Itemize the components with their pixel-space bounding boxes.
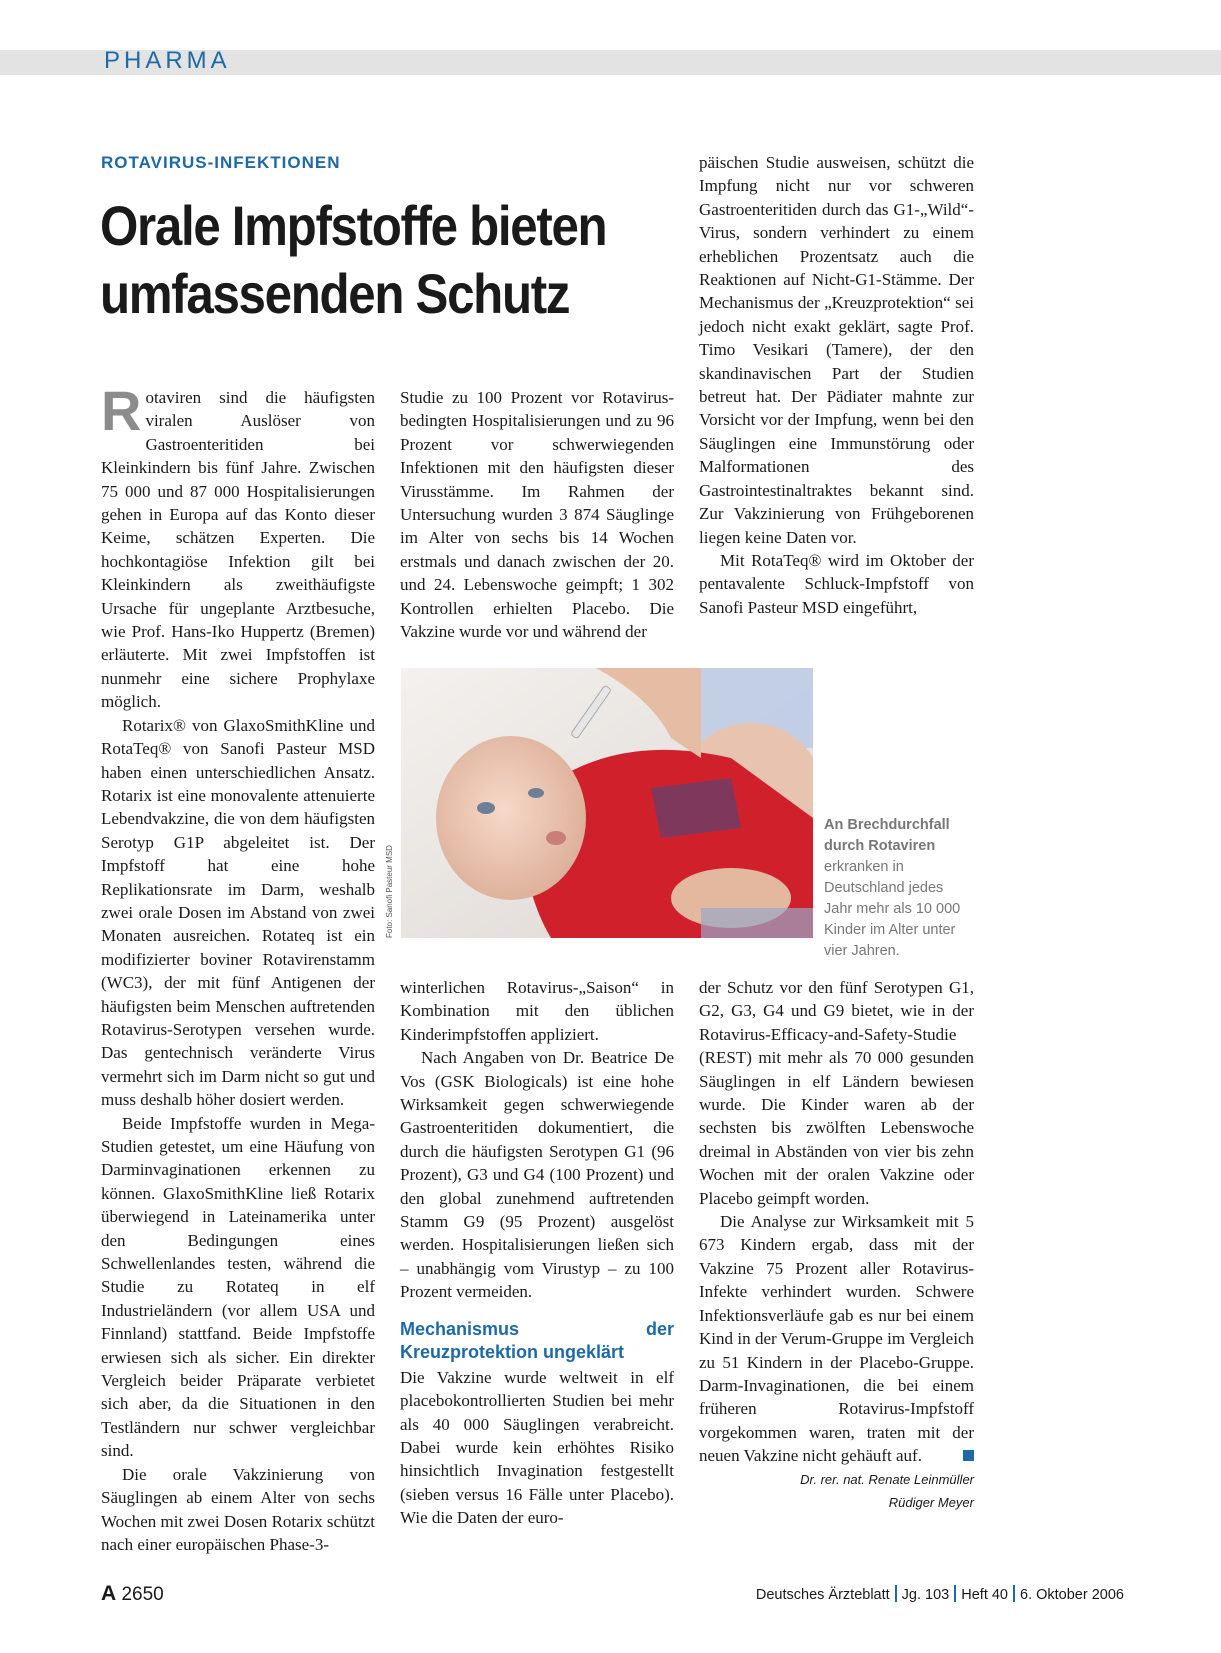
drop-cap: R <box>101 379 142 442</box>
column-2-top <box>400 386 674 643</box>
subheading: Mechanismus der Kreuzprotektion ungeklärt <box>400 1318 674 1362</box>
issue-date: 6. Oktober 2006 <box>1020 1587 1124 1603</box>
section-label: PHARMA <box>104 47 231 74</box>
journal-name: Deutsches Ärzteblatt <box>755 1587 890 1603</box>
column-3-top <box>699 151 974 619</box>
paragraph: päischen Studie ausweisen, schützt die Impfung nicht nur vor schweren Gastroenteritiden durch das G1-„Wild“-Virus, sondern verhindert zu einem erheblichen Prozentsatz auch die Reaktionen auf Nicht-G1-Stämme. Der Mechanismus der „Kreuzprotektion“ sei jedoch nicht exakt geklärt, sagte Prof. Timo Vesikari (Tamere), der den skandinavischen Part der Studien betreut hat. Der Pädiater mahnte zur Vorsicht vor der Impfung, wenn bei den Säuglingen eine Immunstörung oder Malformationen des Gastrointestinaltraktes bekannt sind. Zur Vakzinierung von Frühgeborenen liegen keine Daten vor. <box>699 153 974 547</box>
issue: Heft 40 <box>961 1587 1008 1603</box>
volume: Jg. 103 <box>901 1587 950 1603</box>
paragraph: der Schutz vor den fünf Serotypen G1, G2, G3, G4 und G9 bietet, wie in der Rotavirus-Efficacy-and-Safety-Studie (REST) mit mehr als 70 000 gesunden Säuglingen in elf Ländern bewiesen wurde. Die Kinder waren ab der sechsten bis zwölften Lebenswoche dreimal in Abständen von vier bis zehn Wochen mit der oralen Vakzine oder Placebo geimpft worden. <box>699 978 974 1208</box>
paragraph: Die Vakzine wurde weltweit in elf placebokontrollierten Studien bei mehr als 40 000 Säuglingen verabreicht. Dabei wurde kein erhöhtes Risiko hinsichtlich Invagination festgestellt (sieben versus 16 Fälle unter Placebo). Wie die Daten der euro- <box>400 1367 674 1528</box>
separator <box>895 1585 897 1602</box>
separator <box>1013 1585 1015 1602</box>
baby-vaccination-photo <box>401 668 813 938</box>
author-line-2: Rüdiger Meyer <box>888 1494 974 1510</box>
author-line-1: Dr. rer. nat. Renate Leinmüller <box>800 1471 974 1487</box>
paragraph: Die Analyse zur Wirksamkeit mit 5 673 Kindern ergab, dass mit der Vakzine 75 Prozent aller Rotavirus-Infekte verhindert wurden. Schwere Infektionsverläufe gab es nur bei einem Kind in der Verum-Gruppe im Vergleich zu 51 Kindern in der Placebo-Gruppe. Darm-Invaginationen, die bei einem früheren Rotavirus-Impfstoff vorgekommen waren, traten mit der neuen Vakzine nicht gehäuft auf. <box>699 1212 974 1466</box>
separator <box>954 1585 956 1602</box>
paragraph: Beide Impfstoffe wurden in Mega-Studien getestet, um eine Häufung von Darminvaginationen erkennen zu können. GlaxoSmithKline ließ Rotarix überwiegend in Lateinamerika unter den Bedingungen eines Schwellenlandes testen, während die Studie zu Rotateq in elf Industrieländern (vor allem USA und Finnland) stattfand. Beide Impfstoffe erwiesen sich als sicher. Ein direkter Vergleich beider Präparate verbietet sich aber, da die Situationen in den Testländern nur schwer vergleichbar sind. <box>101 1113 375 1461</box>
journal-footer <box>756 1585 1124 1603</box>
article-kicker: ROTAVIRUS-INFEKTIONEN <box>101 153 341 172</box>
end-mark-icon <box>963 1450 974 1461</box>
photo-caption <box>824 815 974 962</box>
article-photo <box>401 668 813 938</box>
paragraph: Mit RotaTeq® wird im Oktober der pentavalente Schluck-Impfstoff von Sanofi Pasteur MSD eingeführt, <box>699 550 974 617</box>
page-number: A 2650 <box>101 1582 164 1605</box>
paragraph: Studie zu 100 Prozent vor Rotavirus-bedingten Hospitalisierungen und zu 96 Prozent vor schwerwiegenden Infektionen mit den häufigsten dieser Virusstämme. Im Rahmen der Untersuchung wurden 3 874 Säuglinge im Alter von sechs bis 14 Wochen erstmals und danach zwischen der 20. und 24. Lebenswoche geimpft; 1 302 Kontrollen erhielten Placebo. Die Vakzine wurde vor und während der <box>400 388 674 642</box>
paragraph: winterlichen Rotavirus-„Saison“ in Kombination mit den üblichen Kinderimpfstoffen appliziert. <box>400 978 674 1044</box>
caption-lead: An Brechdurchfall durch Rotaviren <box>824 817 950 854</box>
caption-text: erkranken in Deutschland jedes Jahr mehr als 10 000 Kinder im Alter unter vier Jahren. <box>824 859 961 959</box>
paragraph: Rotaviren sind die häufigsten viralen Auslöser von Gastroenteritiden bei Kleinkindern bis fünf Jahre. Zwischen 75 000 und 87 000 Hospitalisierungen gehen in Europa auf das Konto dieser Keime, schätzen Experten. Die hochkontagiöse Infektion gilt bei Kleinkindern als zweithäufigste Ursache für ungeplante Arztbesuche, wie Prof. Hans-Iko Huppertz (Bremen) erläuterte. Mit zwei Impfstoffen ist nunmehr eine sichere Prophylaxe möglich. <box>101 379 375 712</box>
column-3-bottom <box>699 976 974 1514</box>
column-2-bottom <box>400 976 674 1530</box>
paragraph: Die orale Vakzinierung von Säuglingen ab einem Alter von sechs Wochen mit zwei Dosen Rotarix schützt nach einer europäischen Phase-3- <box>101 1464 375 1554</box>
column-1 <box>101 379 375 1556</box>
article-headline: Orale Impfstoffe bieten umfassenden Schutz <box>100 194 607 325</box>
paragraph: Nach Angaben von Dr. Beatrice De Vos (GSK Biologicals) ist eine hohe Wirksamkeit gegen schwerwiegende Gastroenteritiden dokumentiert, die durch die häufigsten Serotypen G1 (96 Prozent), G3 und G4 (100 Prozent) und den global zunehmend auftretenden Stamm G9 (95 Prozent) ausgelöst werden. Hospitalisierungen ließen sich – unabhängig vom Virustyp – zu 100 Prozent vermeiden. <box>400 1048 674 1302</box>
paragraph: Rotarix® von GlaxoSmithKline und RotaTeq® von Sanofi Pasteur MSD haben einen unterschiedlichen Ansatz. Rotarix ist eine monovalente attenuierte Lebendvakzine, die von dem häufigsten Serotyp G1P abgeleitet ist. Der Impfstoff hat eine hohe Replikationsrate im Darm, weshalb zwei orale Dosen im Abstand von zwei Monaten ausreichen. Rotateq ist ein modifizierter boviner Rotavirenstamm (WC3), der mit fünf Antigenen der häufigsten beim Menschen auftretenden Rotavirus-Serotypen versehen wurde. Das gentechnisch veränderte Virus vermehrt sich im Darm nicht so gut und muss deshalb höher dosiert werden. <box>101 715 375 1110</box>
photo-credit: Foto: Sanofi Pasteur MSD <box>385 845 394 938</box>
